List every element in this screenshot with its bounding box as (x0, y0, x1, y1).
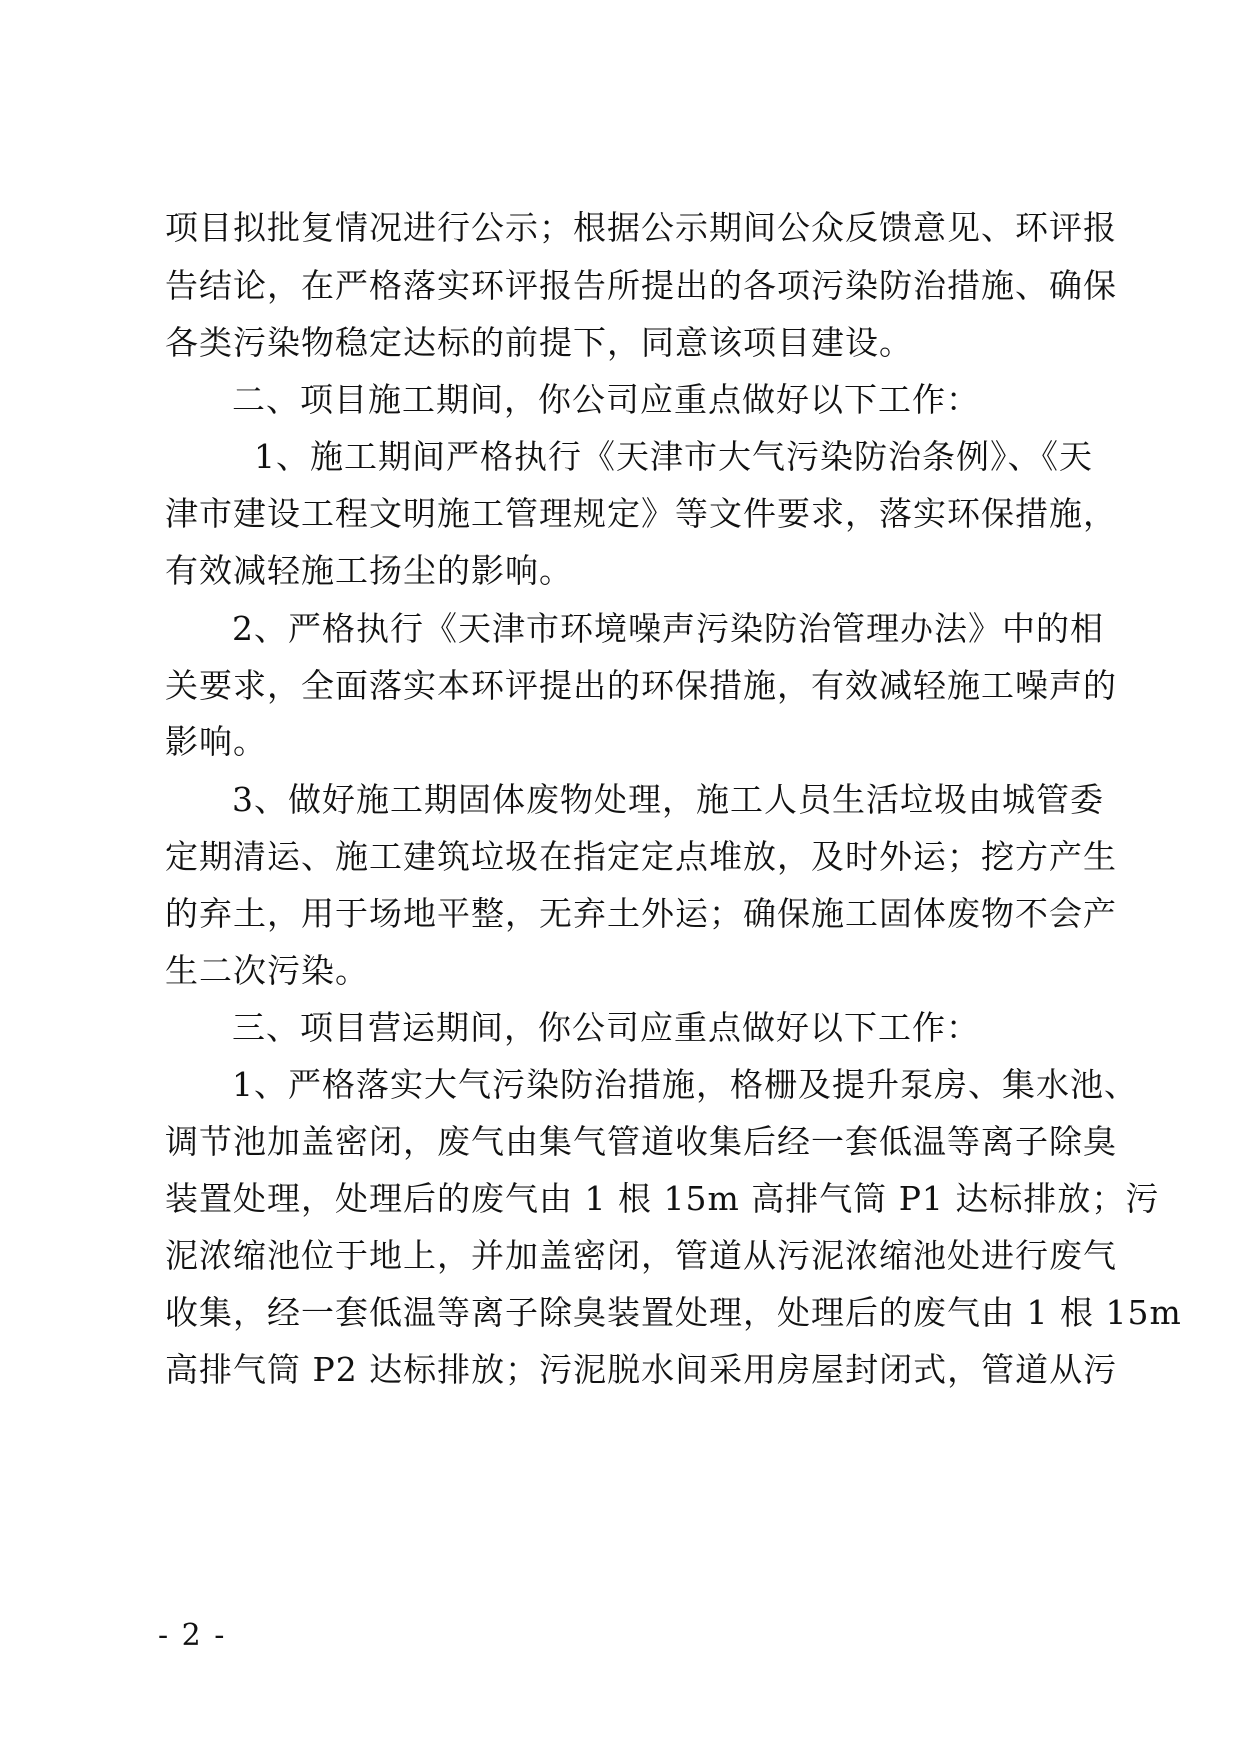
section-heading-operation: 三、项目营运期间，你公司应重点做好以下工作： (232, 1008, 980, 1047)
body-line-14: 生二次污染。 (165, 951, 369, 990)
body-line-1: 项目拟批复情况进行公示；根据公示期间公众反馈意见、环评报 (165, 208, 1117, 247)
body-line-6: 津市建设工程文明施工管理规定》等文件要求，落实环保措施， (165, 494, 1117, 533)
body-line-12: 定期清运、施工建筑垃圾在指定定点堆放，及时外运；挖方产生 (165, 837, 1117, 876)
page-number: - 2 - (158, 1618, 227, 1653)
body-line-8: 2、严格执行《天津市环境噪声污染防治管理办法》中的相 (232, 609, 1104, 648)
body-line-7: 有效减轻施工扬尘的影响。 (165, 551, 573, 590)
body-line-10: 影响。 (165, 722, 267, 761)
body-line-9: 关要求，全面落实本环评提出的环保措施，有效减轻施工噪声的 (165, 666, 1117, 705)
body-line-20: 收集，经一套低温等离子除臭装置处理，处理后的废气由 1 根 15m (165, 1293, 1182, 1332)
body-line-21: 高排气筒 P2 达标排放；污泥脱水间采用房屋封闭式，管道从污 (165, 1350, 1118, 1389)
body-line-5: 1、施工期间严格执行《天津市大气污染防治条例》、《天 (254, 437, 1093, 476)
body-line-13: 的弃土，用于场地平整，无弃土外运；确保施工固体废物不会产 (165, 894, 1117, 933)
body-line-11: 3、做好施工期固体废物处理，施工人员生活垃圾由城管委 (232, 780, 1104, 819)
body-line-2: 告结论，在严格落实环评报告所提出的各项污染防治措施、确保 (165, 266, 1117, 305)
body-line-16: 1、严格落实大气污染防治措施，格栅及提升泵房、集水池、 (232, 1065, 1138, 1104)
body-line-3: 各类污染物稳定达标的前提下，同意该项目建设。 (165, 323, 913, 362)
body-line-18: 装置处理，处理后的废气由 1 根 15m 高排气筒 P1 达标排放；污 (165, 1179, 1160, 1218)
body-line-17: 调节池加盖密闭，废气由集气管道收集后经一套低温等离子除臭 (165, 1122, 1117, 1161)
body-line-19: 泥浓缩池位于地上，并加盖密闭，管道从污泥浓缩池处进行废气 (165, 1236, 1117, 1275)
section-heading-construction: 二、项目施工期间，你公司应重点做好以下工作： (232, 380, 980, 419)
